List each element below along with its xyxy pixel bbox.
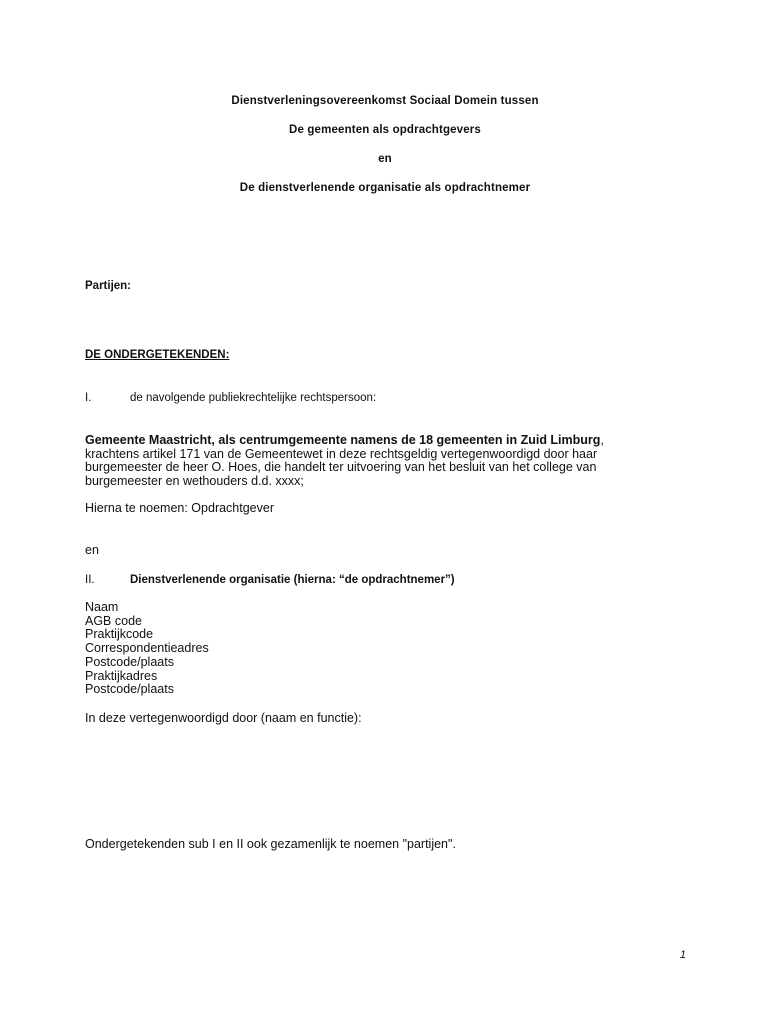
party1-hereafter: Hierna te noemen: Opdrachtgever	[85, 501, 274, 515]
document-title: Dienstverleningsovereenkomst Sociaal Domein tussen	[231, 95, 539, 107]
party1-number: I.	[85, 392, 92, 404]
document-subtitle-principals: De gemeenten als opdrachtgevers	[289, 124, 481, 136]
party2-field-praktijkcode: Praktijkcode	[85, 627, 154, 642]
party2-field-praktijkadres: Praktijkadres	[85, 668, 158, 683]
party2-title: Dienstverlenende organisatie (hierna: “de opdrachtnemer”)	[130, 574, 455, 586]
party2-fields	[85, 601, 685, 697]
party1-line: burgemeester de heer O. Hoes, die handelt ter uitvoering van het besluit van het college van	[85, 460, 597, 475]
party2-field-correspondentieadres: Correspondentieadres	[85, 641, 209, 656]
party1-name-line	[85, 434, 685, 448]
party1-name-suffix: ,	[600, 433, 604, 447]
party2-field-postcode-plaats: Postcode/plaats	[85, 654, 174, 669]
conjunction-en: en	[85, 543, 99, 557]
document-subtitle-contractor: De dienstverlenende organisatie als opdrachtnemer	[239, 182, 531, 194]
party2-number: II.	[85, 574, 95, 586]
party1-name: Gemeente Maastricht, als centrumgemeente namens de 18 gemeenten in Zuid Limburg	[85, 433, 601, 447]
party2-field-postcode-plaats-2: Postcode/plaats	[85, 682, 174, 697]
party1-description	[85, 434, 685, 489]
party2-field-agb-code: AGB code	[85, 613, 142, 628]
party1-line: krachtens artikel 171 van de Gemeentewet in deze rechtsgeldig vertegenwoordigd door haar	[85, 446, 598, 461]
party2-field-naam: Naam	[85, 600, 119, 614]
party2-represented-by: In deze vertegenwoordigd door (naam en functie):	[85, 711, 362, 725]
closing-statement: Ondergetekenden sub I en II ook gezamenlijk te noemen "partijen".	[85, 837, 456, 851]
party1-intro: de navolgende publiekrechtelijke rechtspersoon:	[130, 392, 377, 404]
document-subtitle-conjunction: en	[378, 153, 392, 165]
party1-line: burgemeester en wethouders d.d. xxxx;	[85, 474, 304, 489]
page-number: 1	[679, 949, 686, 961]
parties-label: Partijen:	[85, 280, 132, 292]
undersigned-heading: DE ONDERGETEKENDEN:	[85, 349, 230, 361]
